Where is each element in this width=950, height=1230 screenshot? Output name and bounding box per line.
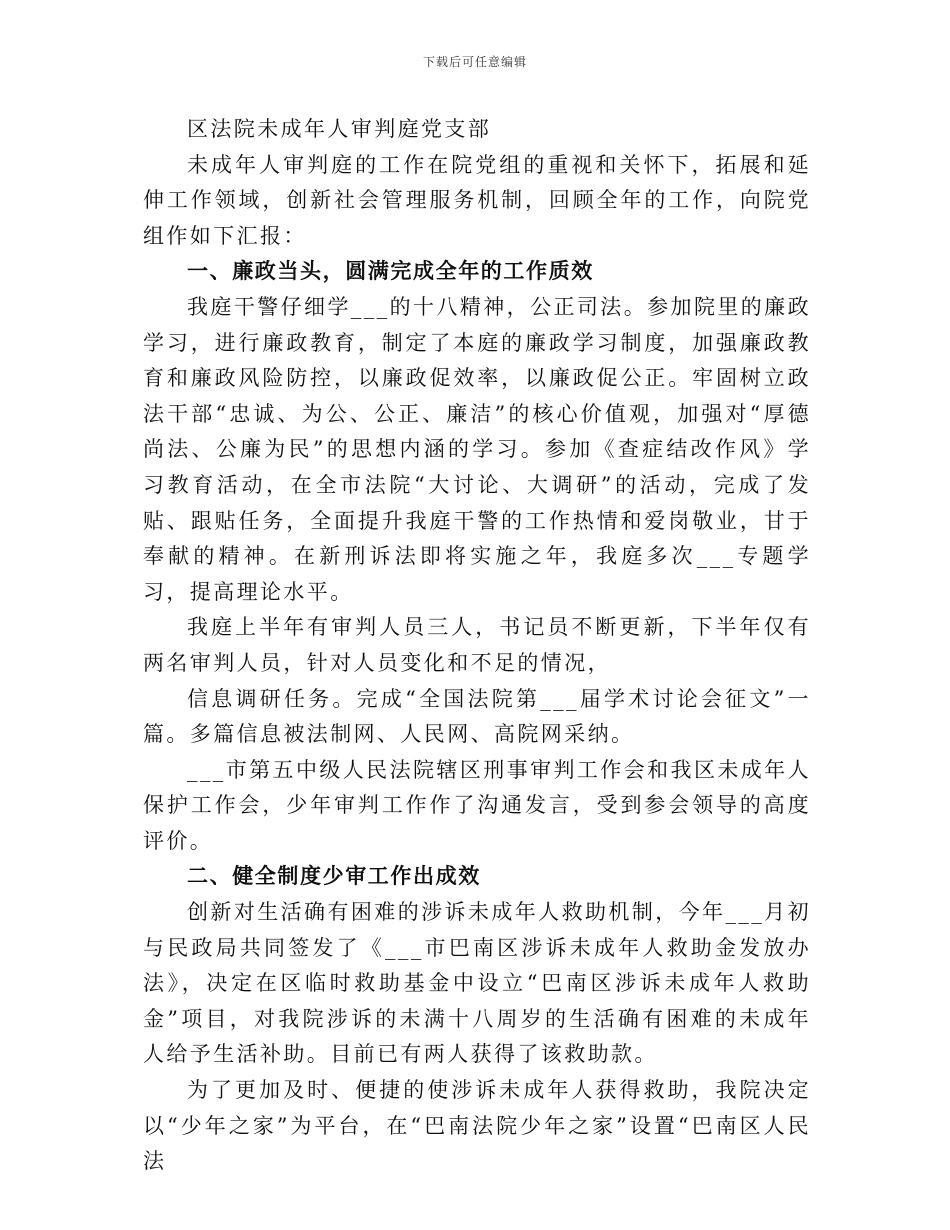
body-paragraph: 为了更加及时、便捷的使涉诉未成年人获得救助，我院决定以“少年之家”为平台，在“巴南法院少年之家”设置“巴南区人民法 [143,1078,811,1174]
section-heading-1: 一、廉政当头，圆满完成全年的工作质效 [187,259,594,284]
body-paragraph: 信息调研任务。完成“全国法院第___届学术讨论会征文”一篇。多篇信息被法制网、人民网、高院网采纳。 [143,686,811,747]
org-name-line: 区法院未成年人审判庭党支部 [187,117,492,141]
body-paragraph: ___市第五中级人民法院辖区刑事审判工作会和我区未成年人保护工作会，少年审判工作作了沟通发言，受到参会领导的高度评价。 [143,757,811,853]
section-heading-2: 二、健全制度少审工作出成效 [187,864,481,889]
body-paragraph: 创新对生活确有困难的涉诉未成年人救助机制，今年___月初与民政局共同签发了《___市巴南区涉诉未成年人救助金发放办法》，决定在区临时救助基金中设立“巴南区涉诉未成年人救助金”项目，对我院涉诉的未满十八周岁的生活确有困难的未成年人给予生活补助。目前已有两人获得了该救助款。 [143,900,811,1067]
header-note: 下载后可任意编辑 [422,55,527,69]
document-body [143,112,811,1180]
body-paragraph: 我庭上半年有审判人员三人，书记员不断更新，下半年仅有两名审判人员，针对人员变化和不足的情况， [143,615,811,675]
body-paragraph: 我庭干警仔细学___的十八精神，公正司法。参加院里的廉政学习，进行廉政教育，制定了本庭的廉政学习制度，加强廉政教育和廉政风险防控，以廉政促效率，以廉政促公正。牢固树立政法干部“忠诚、为公、公正、廉洁”的核心价值观，加强对“厚德尚法、公廉为民”的思想内涵的学习。参加《查症结改作风》学习教育活动，在全市法院“大讨论、大调研”的活动，完成了发贴、跟贴任务，全面提升我庭干警的工作热情和爱岗敬业，甘于奉献的精神。在新刑诉法即将实施之年，我庭多次___专题学习，提高理论水平。 [143,294,811,604]
intro-paragraph: 未成年人审判庭的工作在院党组的重视和关怀下，拓展和延伸工作领域，创新社会管理服务机制，回顾全年的工作，向院党组作如下汇报： [143,152,811,248]
